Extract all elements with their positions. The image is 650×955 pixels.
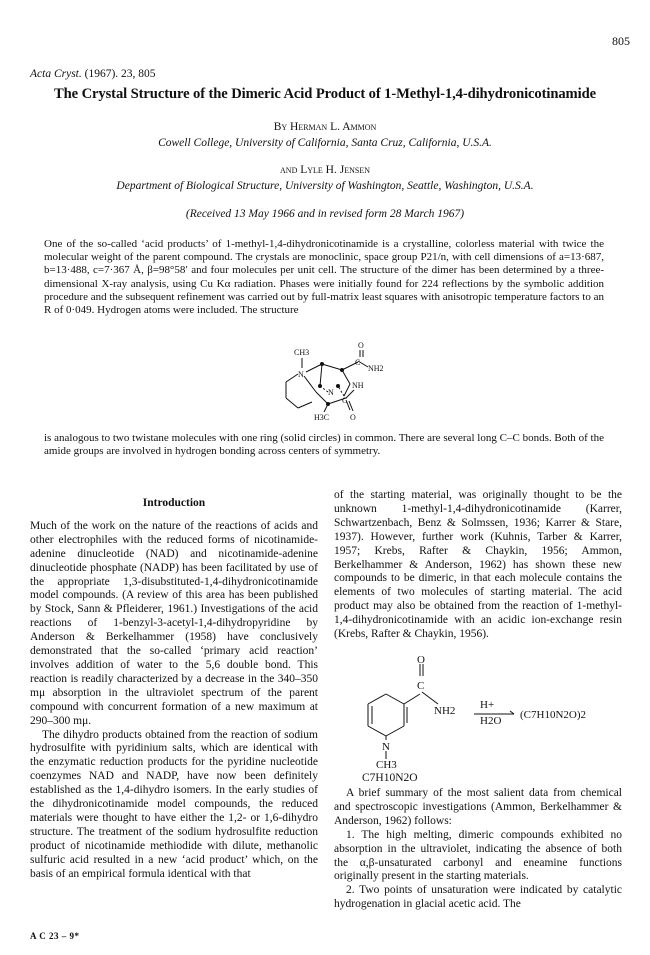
right-column-top [334,489,622,642]
affiliation-1: Cowell College, University of California, Santa Cruz, California, U.S.A. [158,137,492,149]
left-column [30,497,318,881]
scheme-formula: C7H10N2O [362,772,418,784]
label-c-lactam: C [342,396,348,405]
label-n-center: N [328,388,334,397]
intro-paragraph-3: of the starting material, was originally thought to be the unknown 1-methyl-1,4-dihydronicotinamide (Karrer, Schwartzenbach, Benz & Solmssen, 1936; Karrer & Stare, 1937). However, further work (Kuhnis, Tarber & Karrer, 1957; Krebs, Rafter & Chaykin, 1956; Ammon, Berkelhammer & Anderson, 1962) has shown these new compounds to be dimeric, in that each molecule contains the elements of two molecules of starting material. The acid product may also be obtained from the reaction of 1-methyl-1,4-dihydronicotinamide with an acidic ion-exchange resin (Krebs, Rafter & Chaykin, 1956). [334,489,622,641]
label-c-amide: C [355,358,361,367]
scheme-amide: NH2 [434,705,456,717]
intro-paragraph-6: 2. Two points of unsaturation were indicated by catalytic hydrogenation in glacial acetic acid. The [334,884,622,911]
intro-paragraph-4: A brief summary of the most salient data from chemical and spectroscopic investigations (Ammon, Berkelhammer & Anderson, 1962) follows: [334,787,622,827]
footer-signature: A C 23 – 9* [30,931,80,941]
page-number: 805 [612,34,630,48]
scheme-reagent-water: H2O [480,715,502,727]
abstract-part-2: is analogous to two twistane molecules with one ring (solid circles) in common. There are several long C–C bonds. Both of the amide groups are involved in hydrogen bonding across centers of symmetry. [44,432,604,458]
received-date: (Received 13 May 1966 and in revised form 28 March 1967) [185,208,465,220]
scheme-methyl: CH3 [376,759,397,771]
label-nh: NH [352,381,364,390]
label-o-top: O [358,341,364,350]
paper-title: The Crystal Structure of the Dimeric Acid Product of 1-Methyl-1,4-dihydronicotinamide [54,86,596,102]
scheme-reagent-h: H+ [480,699,495,711]
intro-paragraph-1: Much of the work on the nature of the reactions of acids and other electrophiles with the reduced forms of nicotinamide-adenine dinucleotide (NAD) and nicotinamide-adenine dinucleotide phosphate (NADP) has been facilitated by use of the appropriate 1,3-disubstituted-1,4-dihydronicotinamide model compounds. (A review of this area has been published by Stock, Sann & Pfleiderer, 1961.) Investigations of the acid reactions of 1-benzyl-3-acetyl-1,4-dihydropyridine by Anderson & Berkelhammer (1958) have conclusively demonstrated that the so-called ‘primary acid reaction’ involves addition of water to the 5,6 double bond. This reaction is readily characterized by a decrease in the 340–350 mμ absorption in the ultraviolet spectrum of the parent compound with concurrent formation of a new maximum at 290–300 mμ. [30,519,318,727]
label-h3c: H3C [314,413,330,422]
scheme-carbonyl-c: C [417,680,425,692]
journal-volume: (1967). 23, 805 [81,68,156,80]
scheme-product: (C7H10N2O)2 [520,709,586,721]
author-2: and Lyle H. Jensen [280,164,370,176]
journal-name: Acta Cryst. [30,68,82,80]
right-column-bottom [334,787,622,912]
reaction-scheme [334,656,624,772]
label-o-bottom: O [350,413,356,422]
journal-citation [30,68,156,80]
introduction-heading: Introduction [142,497,206,509]
scheme-carbonyl-o: O [417,656,425,666]
label-ch3: CH3 [294,348,310,357]
abstract-part-1: One of the so-called ‘acid products’ of 1-methyl-1,4-dihydronicotinamide is a crystalline, colorless material with twice the molecular weight of the parent compound. The crystals are monoclinic, space group P21/n, with cell dimensions of a=13·687, b=13·488, c=7·367 Å, β=98°58′ and four molecules per unit cell. The structure of the dimer has been determined by a three-dimensional X-ray analysis, using Cu Kα radiation. Phases were initially found for 224 reflections by the symbolic addition procedure and the subsequent refinement was carried out by full-matrix least squares with anisotropic temperature factors to an R of 0·049. Hydrogen atoms were included. The structure [44,238,604,317]
dimer-structure-figure [262,340,402,424]
affiliation-2: Department of Biological Structure, University of Washington, Seattle, Washington, U.S.A. [116,180,534,192]
intro-paragraph-5: 1. The high melting, dimeric compounds exhibited no absorption in the ultraviolet, indicating the absence of both the α,β-unsaturated carbonyl and eneamine functions originally present in the starting materials. [334,828,622,883]
scheme-ring-n: N [382,741,390,753]
author-1: By Herman L. Ammon [273,121,377,133]
intro-paragraph-2: The dihydro products obtained from the reaction of sodium hydrosulfite with pyridinium salts, which are identical with the enzymatic reduction products for the pyridine nucleotide coenzymes NAD and NADP, have now been definitely established as the 1,4-dihydro isomers. In the early studies of the dihydronicotinamide model compounds, the reduced materials were thought to have either the 1,2- or 1,6-dihydro structure. The treatment of the sodium hydrosulfite reduction product of nicotinamide methiodide with dilute, methanolic sulfuric acid resulted in a new ‘acid product’ which, on the basis of an empirical formula identical with that [30,728,318,880]
label-nh2: NH2 [368,364,384,373]
label-n-left: N [298,370,304,379]
